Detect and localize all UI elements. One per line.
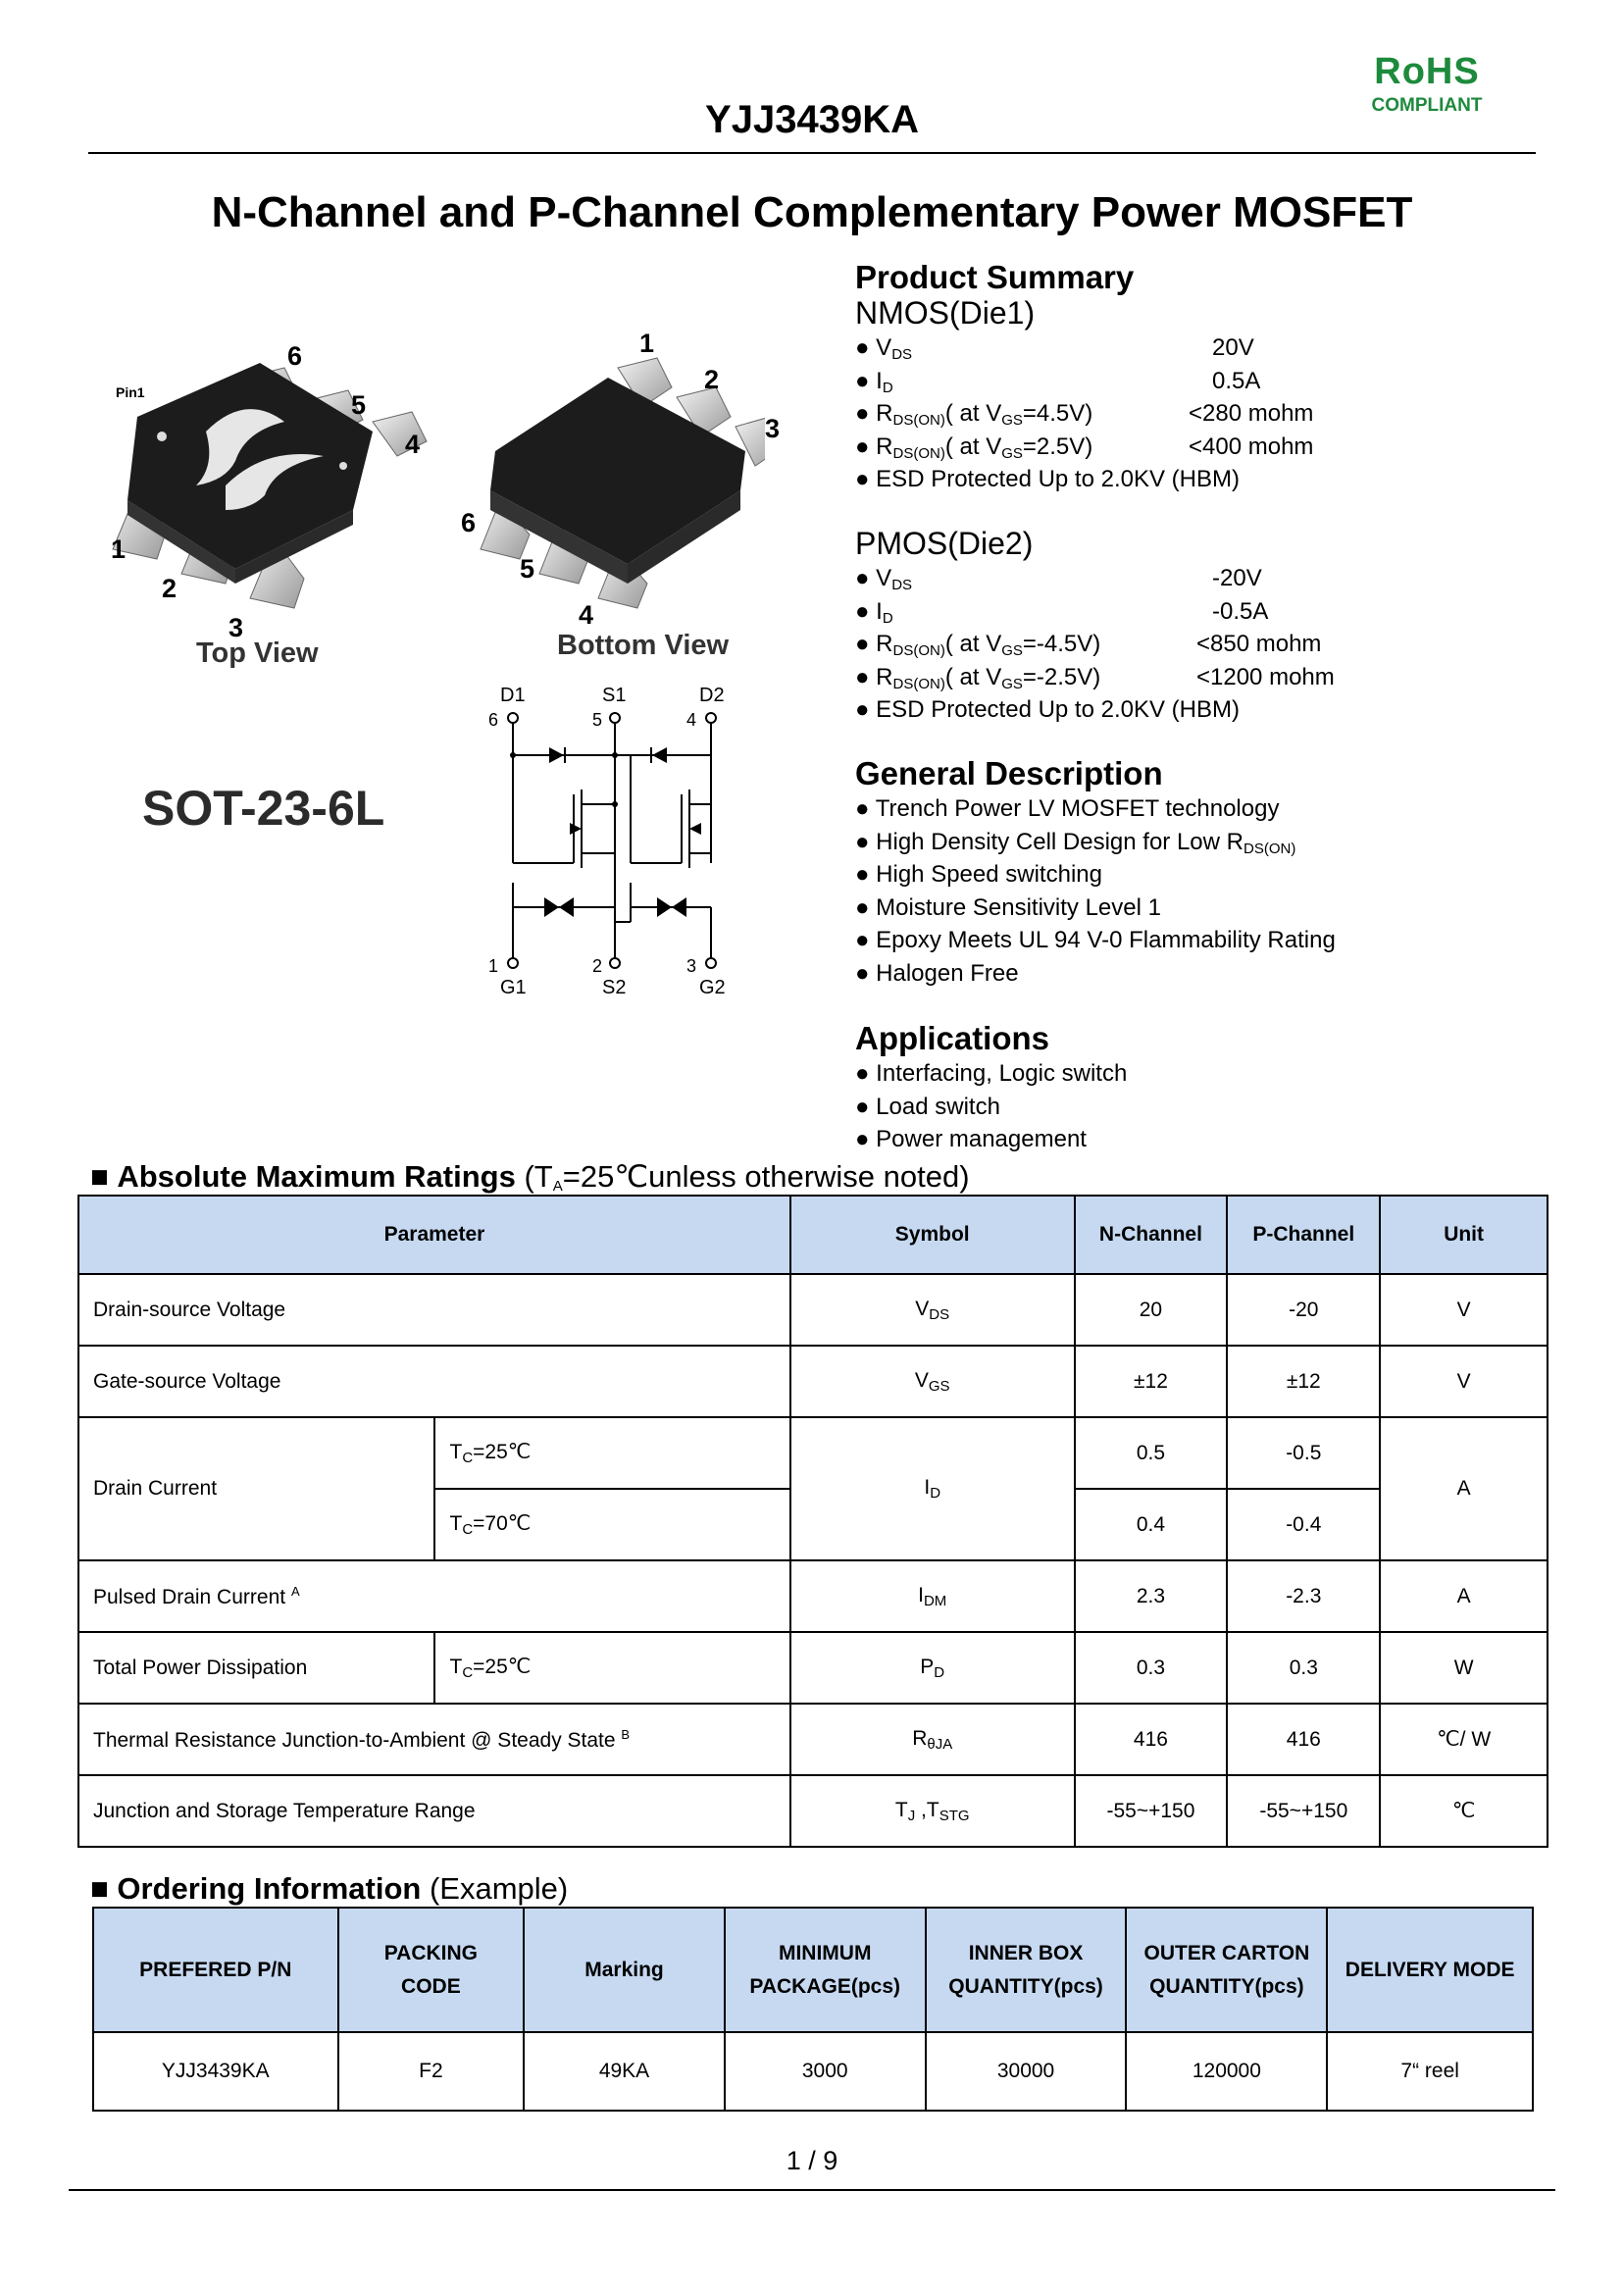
nmos-spec-list — [855, 331, 1404, 496]
param-cell: Gate-source Voltage — [78, 1346, 790, 1417]
table-header-row — [78, 1196, 1548, 1274]
unit-cell: A — [1380, 1560, 1548, 1632]
top-view-package — [113, 363, 427, 608]
value-cell: -55~+150 — [1075, 1775, 1228, 1847]
symbol-cell: $P_D$ — [790, 1632, 1075, 1704]
condition-cell: $T_C=70℃$ — [434, 1489, 789, 1560]
schematic-label: G2 — [699, 977, 726, 998]
header-cell: Symbol — [790, 1196, 1075, 1274]
bottom-view-label: Bottom View — [557, 630, 730, 661]
general-description-list — [855, 792, 1542, 990]
spec-vds: ● $V_{DS}$ -20V — [855, 565, 1262, 593]
symbol-cell: $I_D$ — [790, 1417, 1075, 1560]
table-header-row — [93, 1908, 1533, 2032]
value-cell: -20 — [1227, 1274, 1380, 1346]
top-pin-label: 3 — [228, 613, 244, 642]
param-cell: Drain-source Voltage — [78, 1274, 790, 1346]
value-cell: 416 — [1075, 1704, 1228, 1775]
rohs-text: RoHS — [1374, 51, 1480, 92]
bottom-pin-label: 5 — [520, 554, 535, 584]
symbol-cell: $I_{DM}$ — [790, 1560, 1075, 1632]
unit-cell: V — [1380, 1346, 1548, 1417]
spec-esd: ● ESD Protected Up to 2.0KV (HBM) — [855, 466, 1240, 492]
symbol-cell: $T_J$ $,T_{STG}$ — [790, 1775, 1075, 1847]
condition-cell: $T_C=25℃$ — [434, 1632, 789, 1704]
bottom-pin-label: 3 — [765, 414, 781, 443]
header-cell: MINIMUM PACKAGE(pcs) — [725, 1908, 926, 2032]
param-cell: Thermal Resistance Junction-to-Ambient @ Steady State $^B$ — [78, 1704, 790, 1775]
header-cell: Marking — [524, 1908, 725, 2032]
spec-rdson: ● $R_{DS(ON)}$( at $V_{GS}=-2.5V$) <1200 mohm — [855, 663, 1335, 692]
bottom-pin-label: 6 — [461, 508, 477, 537]
spec-rdson: ● $R_{DS(ON)}$( at $V_{GS}=-4.5V$) <850 mohm — [855, 631, 1322, 659]
list-item: ● High Speed switching — [855, 861, 1102, 888]
product-summary-heading: Product Summary — [855, 259, 1135, 295]
table-row — [78, 1632, 1548, 1704]
value-cell: 20 — [1075, 1274, 1228, 1346]
list-item: ● Power management — [855, 1126, 1087, 1152]
value-cell: -0.4 — [1227, 1489, 1380, 1560]
param-cell: Pulsed Drain Current $^A$ — [78, 1560, 790, 1632]
delivery-mode-cell: 7“ reel — [1327, 2032, 1533, 2111]
top-pin-label: 1 — [111, 535, 127, 564]
top-pin-label: 2 — [162, 574, 178, 603]
spec-vds: ● $V_{DS}$ 20V — [855, 334, 1254, 363]
header-cell: OUTER CARTON QUANTITY(pcs) — [1126, 1908, 1327, 2032]
param-cell: Junction and Storage Temperature Range — [78, 1775, 790, 1847]
value-cell: -55~+150 — [1227, 1775, 1380, 1847]
schematic-label: G1 — [500, 977, 527, 998]
list-item: ● Halogen Free — [855, 959, 1019, 987]
top-pin-label: 4 — [405, 430, 421, 459]
condition-cell: $T_C=25℃$ — [434, 1417, 789, 1489]
unit-cell: W — [1380, 1632, 1548, 1704]
header-cell: PACKING CODE — [338, 1908, 525, 2032]
page-number: 1 / 9 — [786, 2146, 838, 2175]
value-cell: ±12 — [1227, 1346, 1380, 1417]
list-item: ● Trench Power LV MOSFET technology — [855, 795, 1280, 822]
schematic-pin: 4 — [686, 710, 697, 730]
applications-heading: Applications — [855, 1020, 1050, 1056]
table-row — [78, 1560, 1548, 1632]
rohs-badge — [1353, 51, 1500, 117]
ratings-title: ■ Absolute Maximum Ratings ($T_A=25℃unless$ otherwise noted) — [90, 1159, 970, 1195]
header-cell: INNER BOX QUANTITY(pcs) — [926, 1908, 1127, 2032]
spec-id: ● $I_D$ 0.5A — [855, 367, 1261, 396]
schematic-pin: 2 — [592, 956, 603, 976]
param-cell: Drain Current — [78, 1417, 434, 1560]
table-row — [78, 1417, 1548, 1489]
param-cell: Total Power Dissipation — [78, 1632, 434, 1704]
header-cell: DELIVERY MODE — [1327, 1908, 1533, 2032]
table-row — [78, 1704, 1548, 1775]
value-cell: ±12 — [1075, 1346, 1228, 1417]
value-cell: 0.3 — [1075, 1632, 1228, 1704]
top-view-label: Top View — [196, 637, 319, 669]
unit-cell: A — [1380, 1417, 1548, 1560]
schematic-pin: 6 — [488, 710, 499, 730]
top-pin-label: 5 — [351, 390, 367, 420]
list-item: ● Moisture Sensitivity Level 1 — [855, 893, 1161, 921]
value-cell: 0.4 — [1075, 1489, 1228, 1560]
document-title: N-Channel and P-Channel Complementary Power MOSFET — [211, 188, 1413, 236]
table-row — [78, 1346, 1548, 1417]
outer-carton-cell: 120000 — [1126, 2032, 1327, 2111]
internal-schematic — [485, 687, 740, 1000]
symbol-cell: $V_{GS}$ — [790, 1346, 1075, 1417]
value-cell: 416 — [1227, 1704, 1380, 1775]
list-item: ● Load switch — [855, 1093, 1000, 1120]
spec-esd: ● ESD Protected Up to 2.0KV (HBM) — [855, 696, 1240, 723]
min-package-cell: 3000 — [725, 2032, 926, 2111]
bottom-pin-label: 1 — [639, 329, 655, 358]
unit-cell: V — [1380, 1274, 1548, 1346]
packing-code-cell: F2 — [338, 2032, 525, 2111]
list-item: ● Interfacing, Logic switch — [855, 1060, 1128, 1087]
bottom-pin-label: 4 — [579, 600, 594, 630]
part-number-cell: YJJ3439KA — [93, 2032, 338, 2111]
schematic-pin: 3 — [686, 956, 697, 976]
unit-cell: ℃/ W — [1380, 1704, 1548, 1775]
list-item: ● Epoxy Meets UL 94 V-0 Flammability Rating — [855, 927, 1336, 953]
value-cell: 2.3 — [1075, 1560, 1228, 1632]
package-name: SOT-23-6L — [142, 781, 385, 836]
schematic-pin: 5 — [592, 710, 603, 730]
symbol-cell: $V_{DS}$ — [790, 1274, 1075, 1346]
ordering-information-table — [92, 1907, 1534, 2112]
pmos-spec-list — [855, 562, 1404, 727]
value-cell: -2.3 — [1227, 1560, 1380, 1632]
schematic-label: D1 — [500, 685, 526, 706]
header-cell: P-Channel — [1227, 1196, 1380, 1274]
ordering-title: ■ Ordering Information (Example) — [90, 1871, 569, 1906]
general-description-heading: General Description — [855, 755, 1163, 791]
list-item: ● High Density Cell Design for Low $R_{DS(ON)}$ — [855, 828, 1296, 857]
part-number-header: YJJ3439KA — [705, 98, 919, 141]
unit-cell: ℃ — [1380, 1775, 1548, 1847]
schematic-label: S2 — [602, 977, 627, 998]
header-cell: PREFERED P/N — [93, 1908, 338, 2032]
spec-rdson: ● $R_{DS(ON)}$( at $V_{GS}=2.5V$) <400 mohm — [855, 433, 1314, 462]
rohs-compliant-text: COMPLIANT — [1371, 95, 1483, 116]
inner-box-cell: 30000 — [926, 2032, 1127, 2111]
absolute-maximum-ratings-table — [77, 1195, 1548, 1848]
header-cell: N-Channel — [1075, 1196, 1228, 1274]
applications-list — [855, 1057, 1542, 1156]
value-cell: 0.5 — [1075, 1417, 1228, 1489]
table-row — [93, 2032, 1533, 2111]
pin1-label: Pin1 — [116, 384, 145, 400]
schematic-label: S1 — [602, 685, 627, 706]
footer-divider — [69, 2189, 1555, 2191]
table-row — [78, 1775, 1548, 1847]
header-cell: Unit — [1380, 1196, 1548, 1274]
nmos-heading: NMOS(Die1) — [855, 295, 1036, 331]
pmos-heading: PMOS(Die2) — [855, 526, 1034, 561]
schematic-label: D2 — [699, 685, 725, 706]
bottom-pin-label: 2 — [704, 365, 720, 394]
schematic-pin: 1 — [488, 956, 499, 976]
top-pin-label: 6 — [287, 341, 303, 371]
symbol-cell: $R_{\theta JA}$ — [790, 1704, 1075, 1775]
spec-id: ● $I_D$ -0.5A — [855, 597, 1269, 627]
marking-cell: 49KA — [524, 2032, 725, 2111]
value-cell: 0.3 — [1227, 1632, 1380, 1704]
spec-rdson: ● $R_{DS(ON)}$( at $V_{GS}=4.5V$) <280 mohm — [855, 400, 1314, 429]
header-divider — [88, 152, 1536, 154]
header-cell: Parameter — [78, 1196, 790, 1274]
value-cell: -0.5 — [1227, 1417, 1380, 1489]
table-row — [78, 1274, 1548, 1346]
